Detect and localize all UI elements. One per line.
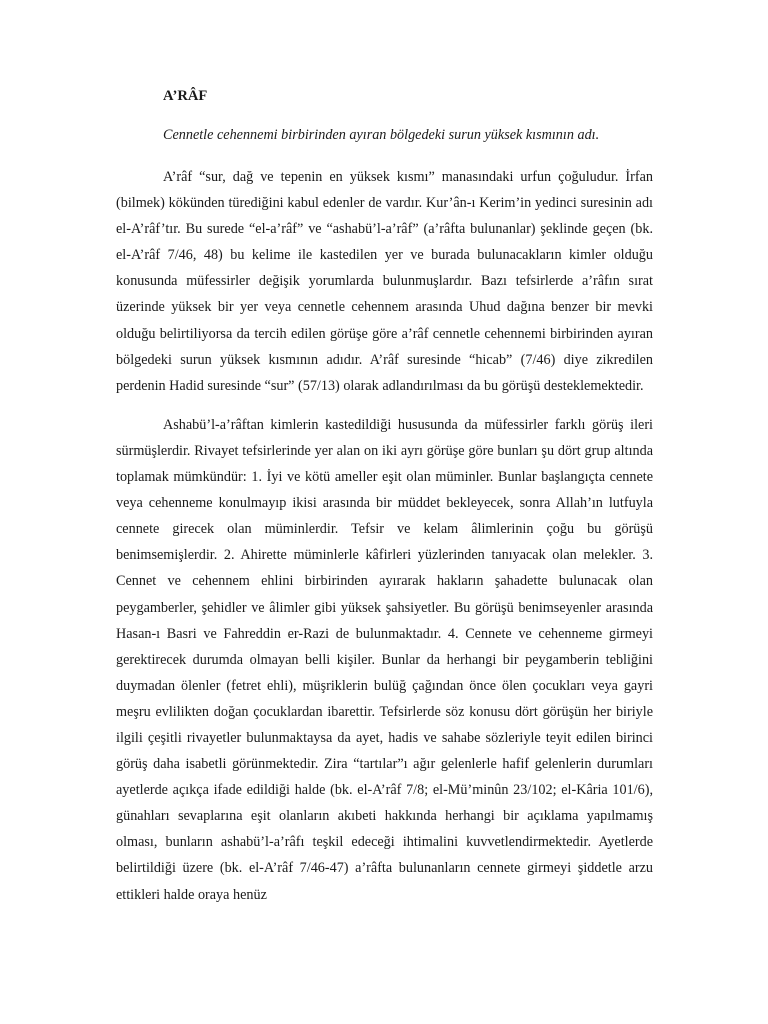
article-subtitle: Cennetle cehennemi birbirinden ayıran bölgedeki surun yüksek kısmının adı. xyxy=(163,127,600,143)
article-title: A’RÂF xyxy=(163,88,208,104)
document-page xyxy=(116,86,653,908)
body-paragraph: A’râf “sur, dağ ve tepenin en yüksek kısmı” manasındaki urfun çoğuludur. İrfan (bilmek) kökünden türediğini kabul edenler de vardır. Kur’ân-ı Kerim’in yedinci suresinin adı el-A’râf’tır. Bu surede “el-a’râf” ve “ashabü’l-a’râf” (a’râfta bulunanlar) şeklinde geçen (bk. el-A’râf 7/46, 48) bu kelime ile kastedilen yer ve burada bulunacakların kimler olduğu konusunda müfessirler değişik yorumlarda bulunmuşlardır. Bazı tefsirlerde a’râfın sırat üzerinde yüksek bir yer veya cennetle cehennem arasında Uhud dağına benzer bir mevki olduğu belirtiliyorsa da tercih edilen görüşe göre a’râf cennetle cehennemi birbirinden ayıran bölgedeki surun yüksek kısmının adıdır. A’râf suresinde “hicab” (7/46) diye zikredilen perdenin Hadid suresinde “sur” (57/13) olarak adlandırılması da bu görüşü desteklemektedir. xyxy=(116,169,653,394)
body-paragraph: Ashabü’l-a’râftan kimlerin kastedildiği hususunda da müfessirler farklı görüş ileri sürmüşlerdir. Rivayet tefsirlerinde yer alan on iki ayrı görüşe göre bunları şu dört grup altında toplamak mümkündür: 1. İyi ve kötü ameller eşit olan müminler. Bunlar başlangıçta cennete veya cehenneme konulmayıp ikisi arasında bir müddet bekleyecek, sonra Allah’ın lutfuyla cennete girecek olan müminlerdir. Tefsir ve kelam âlimlerinin çoğu bu görüşü benimsemişlerdir. 2. Ahirette müminlerle kâfirleri yüzlerinden tanıyacak olan melekler. 3. Cennet ve cehennem ehlini birbirinden ayırarak hakların şahadette bulunacak olan peygamberler, şehidler ve âlimler gibi yüksek şahsiyetler. Bu görüşü benimseyenler arasında Hasan-ı Basri ve Fahreddin er-Razi de bulunmaktadır. 4. Cennete ve cehenneme girmeyi gerektirecek durumda olmayan belli kişiler. Bunlar da herhangi bir peygamberin tebliğini duymadan ölenler (fetret ehli), müşriklerin bulüğ çağından önce ölen çocukları veya gayri meşru evlilikten doğan çocuklardan ibarettir. Tefsirlerde söz konusu dört görüşün her biriyle ilgili çeşitli rivayetler bulunmaktaysa da ayet, hadis ve sahabe sözleriyle teyit edilen birinci görüş daha isabetli görünmektedir. Zira “tartılar”ı ağır gelenlerle hafif gelenlerin durumları ayetlerde açıkça ifade edildiği halde (bk. el-A’râf 7/8; el-Mü’minûn 23/102; el-Kâria 101/6), günahları sevaplarına eşit olanların akıbeti hakkında herhangi bir açıklama yapılmamış olması, bunların ashabü’l-a’râfı teşkil edeceği ihtimalini kuvvetlendirmektedir. Ayetlerde belirtildiği üzere (bk. el-A’râf 7/46-47) a’râfta bulunanların cennete girmeyi şiddetle arzu ettikleri halde oraya henüz xyxy=(116,416,653,903)
